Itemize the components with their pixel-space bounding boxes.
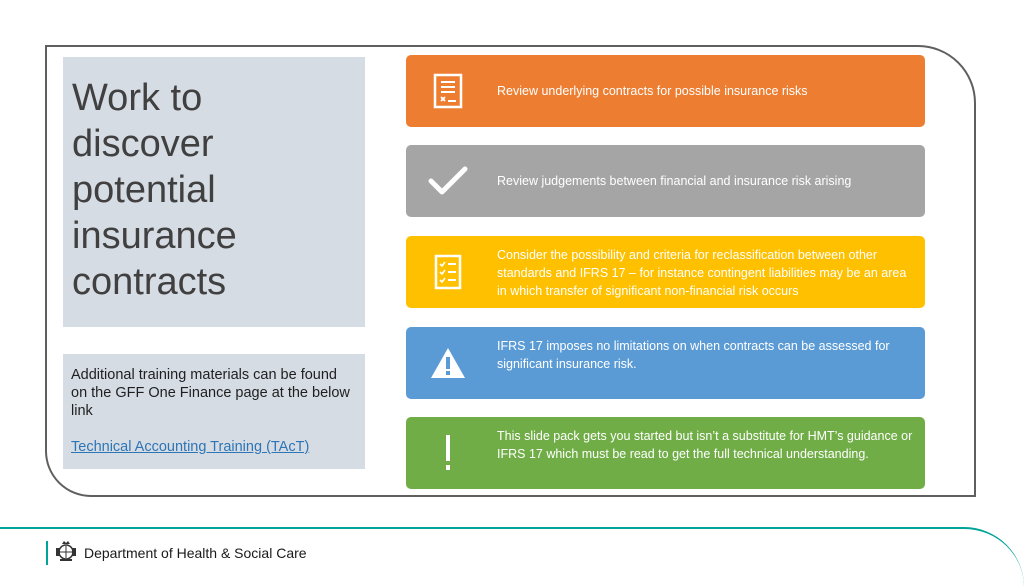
step-text: Consider the possibility and criteria for reclassification between other standards and IFRS 17 – for instance contingent liabilities may be an area in which transfer of significant non-financial risk occurs — [497, 248, 907, 298]
step-card-disclaimer — [406, 417, 925, 489]
step-card-review-contracts — [406, 55, 925, 127]
step-text: Review underlying contracts for possible insurance risks — [497, 84, 808, 98]
step-text: This slide pack gets you started but isn’t a substitute for HMT’s guidance or IFRS 17 which must be read to get the full technical understanding. — [497, 429, 913, 461]
step-card-assessment-timing — [406, 327, 925, 399]
checkmark-icon — [406, 145, 490, 217]
checklist-icon — [406, 236, 490, 308]
royal-crest-icon — [54, 540, 78, 567]
step-card-review-judgements — [406, 145, 925, 217]
warning-icon — [406, 327, 490, 399]
title-panel — [63, 57, 365, 327]
info-text: Additional training materials can be found on the GFF One Finance page at the below link — [71, 367, 350, 419]
step-text: IFRS 17 imposes no limitations on when contracts can be assessed for significant insurance risk. — [497, 339, 890, 371]
slide-title: Work to discover potential insurance contracts — [72, 77, 237, 303]
org-name: Department of Health & Social Care — [84, 545, 307, 561]
contract-icon — [406, 55, 490, 127]
exclamation-icon — [406, 417, 490, 489]
step-text: Review judgements between financial and insurance risk arising — [497, 174, 852, 188]
info-panel — [63, 354, 365, 469]
footer — [46, 541, 307, 565]
step-card-reclassification — [406, 236, 925, 308]
tact-link[interactable]: Technical Accounting Training (TAcT) — [71, 439, 310, 455]
